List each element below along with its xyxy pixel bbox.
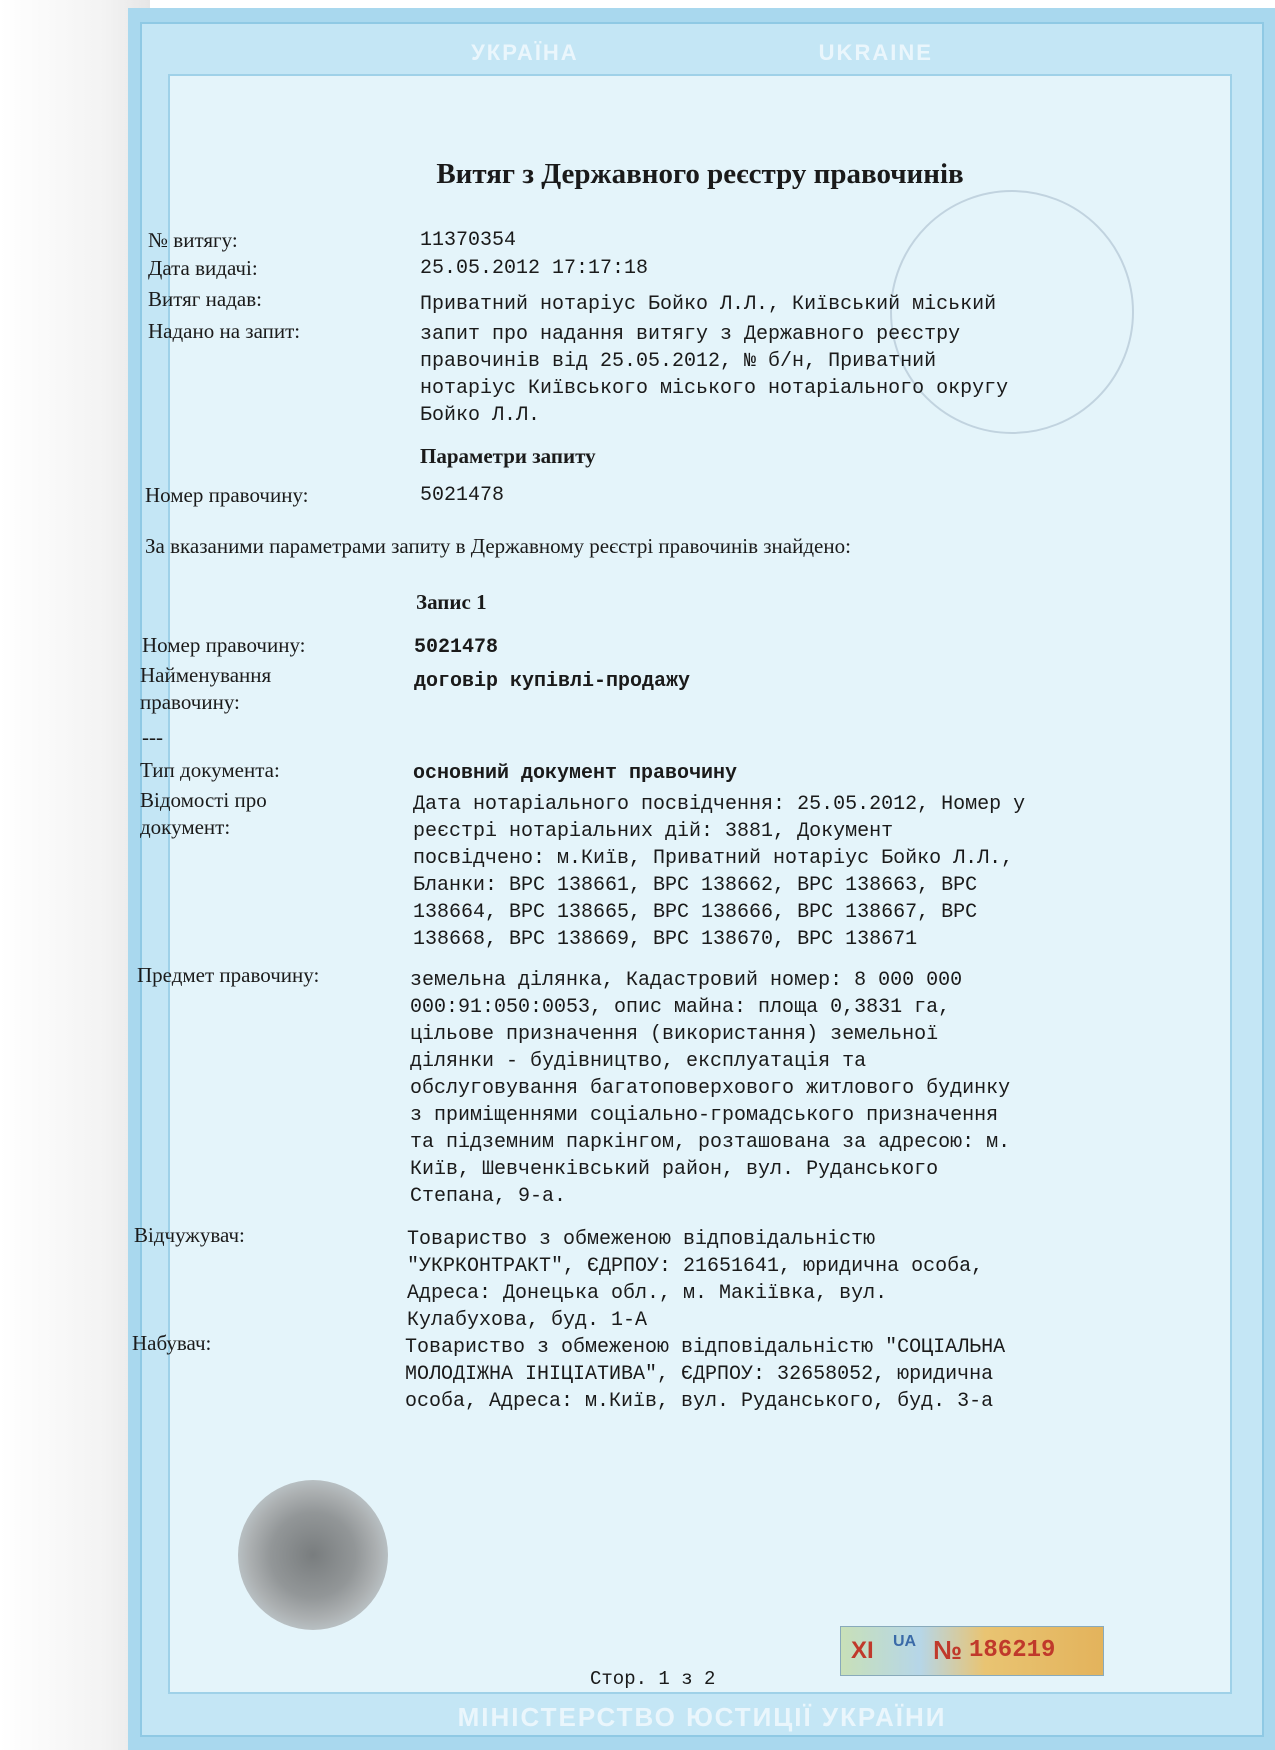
- hologram-series: XI: [851, 1637, 874, 1664]
- subject-label: Предмет правочину:: [137, 963, 320, 987]
- hologram-number: 186219: [969, 1637, 1056, 1664]
- found-text: За вказаними параметрами запиту в Державному реєстрі правочинів знайдено:: [145, 534, 851, 558]
- hologram-country: UA: [893, 1633, 917, 1650]
- buyer-text: Товариство з обмеженою відповідальністю "СОЦІАЛЬНА МОЛОДІЖНА ІНІЦІАТИВА", ЄДРПОУ: 32658052, юридична особа, Адреса: м.Київ, вул. Руданського, буд. 3-а: [405, 1336, 1006, 1413]
- deal-name-label: Найменування правочину:: [140, 663, 272, 714]
- doc-info-label: Відомості про документ:: [140, 788, 267, 839]
- seller-label: Відчужувач:: [134, 1223, 245, 1247]
- deal-name: договір купівлі-продажу: [414, 670, 691, 693]
- issued-by-label: Витяг надав:: [148, 287, 262, 311]
- extract-number-label: № витягу:: [148, 228, 238, 252]
- doc-info: Дата нотаріального посвідчення: 25.05.2012, Номер у реєстрі нотаріальних дій: 3881, Документ посвідчено: м.Київ, Приватний нотаріус Бойко Л.Л., Бланки: ВРС 138661, ВРС 138662, ВРС 138663, ВРС 138664, ВРС 138665, ВРС 138666, ВРС 138667, ВРС 138668, ВРС 138669, ВРС 138670, ВРС 138671: [413, 793, 1026, 951]
- request-text: запит про надання витягу з Державного реєстру правочинів від 25.05.2012, № б/н, Приватний нотаріус Київського міського нотаріального округу Бойко Л.Л.: [420, 323, 1009, 427]
- params-heading: Параметри запиту: [420, 444, 596, 468]
- request-label: Надано на запит:: [148, 319, 301, 343]
- notary-seal-image: [238, 1480, 388, 1630]
- buyer-label: Набувач:: [132, 1331, 212, 1355]
- separator: ---: [142, 725, 163, 749]
- frame-label-ukr: УКРАЇНА: [471, 40, 579, 65]
- subject-text: земельна ділянка, Кадастровий номер: 8 000 000 000:91:050:0053, опис майна: площа 0,3831 га, цільове призначення (використання) земельної ділянки - будівництво, експлуатація та обслуговування багатоповерхового житлового будинку з приміщеннями соціально-громадського призначення та підземним паркінгом, розташована за адресою: м. Київ, Шевченківський район, вул. Руданського Степана, 9-а.: [410, 969, 1011, 1208]
- frame-label-eng: UKRAINE: [818, 40, 933, 65]
- param-deal-number: 5021478: [420, 484, 505, 507]
- seller-text: Товариство з обмеженою відповідальністю "УКРКОНТРАКТ", ЄДРПОУ: 21651641, юридична особа, Адреса: Донецька обл., м. Макіївка, вул. Кулабухова, буд. 1-А: [407, 1228, 984, 1332]
- record-deal-number-label: Номер правочину:: [142, 633, 306, 657]
- param-deal-number-label: Номер правочину:: [145, 483, 309, 507]
- ministry-label: МІНІСТЕРСТВО ЮСТИЦІЇ УКРАЇНИ: [457, 1701, 947, 1732]
- hologram-number-prefix: №: [933, 1635, 962, 1665]
- issued-by: Приватний нотаріус Бойко Л.Л., Київський міський: [420, 293, 997, 316]
- issue-date: 25.05.2012 17:17:18: [420, 257, 649, 280]
- record-deal-number: 5021478: [414, 636, 499, 659]
- document-title: Витяг з Державного реєстру правочинів: [436, 158, 964, 190]
- bottom-band: [150, 1700, 1254, 1734]
- extract-number: 11370354: [420, 229, 517, 252]
- doc-type-label: Тип документа:: [140, 758, 280, 782]
- doc-type: основний документ правочину: [413, 762, 738, 785]
- record-heading: Запис 1: [416, 590, 487, 614]
- issue-date-label: Дата видачі:: [148, 256, 258, 280]
- hologram-sticker: [840, 1626, 1104, 1676]
- page-number: Стор. 1 з 2: [590, 1668, 716, 1690]
- top-band: [150, 34, 1254, 72]
